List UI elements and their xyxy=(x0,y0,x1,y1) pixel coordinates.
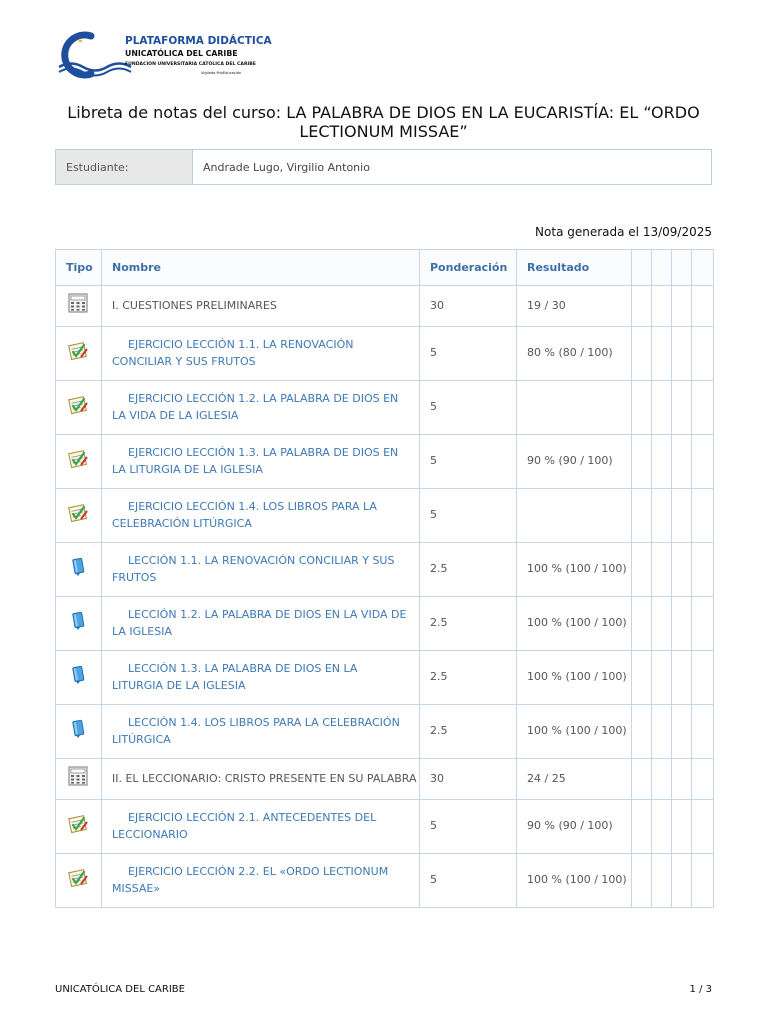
blank-cell xyxy=(692,489,714,543)
result-cell xyxy=(517,489,632,543)
result-cell xyxy=(517,381,632,435)
weight-cell: 5 xyxy=(420,435,517,489)
blank-cell xyxy=(652,854,672,908)
result-cell: 90 % (90 / 100) xyxy=(517,800,632,854)
logo-subtitle-text: FUNDACIÓN UNIVERSITARIA CATÓLICA DEL CARIBE xyxy=(125,62,256,67)
blank-cell xyxy=(652,800,672,854)
blank-cell xyxy=(672,800,692,854)
grade-item-link[interactable]: EJERCICIO LECCIÓN 1.2. LA PALABRA DE DIOS EN LA VIDA DE LA IGLESIA xyxy=(102,381,420,435)
weight-cell: 2.5 xyxy=(420,597,517,651)
blank-cell xyxy=(672,759,692,800)
blank-cell xyxy=(672,489,692,543)
student-name: Andrade Lugo, Virgilio Antonio xyxy=(203,160,370,174)
blank-cell xyxy=(672,705,692,759)
grade-item-row xyxy=(56,651,714,705)
blank-cell xyxy=(632,854,652,908)
col-result-header: Resultado xyxy=(517,250,632,286)
grades-table xyxy=(55,249,714,908)
weight-cell: 5 xyxy=(420,327,517,381)
blank-cell xyxy=(652,286,672,327)
result-cell: 24 / 25 xyxy=(517,759,632,800)
blank-cell xyxy=(692,854,714,908)
blank-cell xyxy=(632,759,652,800)
logo-name-text: UNICATÓLICA DEL CARIBE xyxy=(125,49,238,58)
logo-vigilada-text: Vigilada MinEducación xyxy=(201,71,242,75)
blank-cell xyxy=(672,286,692,327)
blank-cell xyxy=(692,327,714,381)
weight-cell: 2.5 xyxy=(420,543,517,597)
blank-cell xyxy=(632,651,652,705)
col-blank-header xyxy=(672,250,692,286)
page-title: Libreta de notas del curso: LA PALABRA DE DIOS EN LA EUCARISTÍA: EL “ORDO LECTIONUM MISSAE” xyxy=(67,103,700,141)
col-blank-header xyxy=(652,250,672,286)
grade-item-link[interactable]: LECCIÓN 1.3. LA PALABRA DE DIOS EN LA LITURGIA DE LA IGLESIA xyxy=(102,651,420,705)
grade-item-link[interactable]: EJERCICIO LECCIÓN 2.1. ANTECEDENTES DEL LECCIONARIO xyxy=(102,800,420,854)
lesson-book-icon xyxy=(56,705,102,759)
grade-item-row xyxy=(56,705,714,759)
blank-cell xyxy=(652,705,672,759)
assignment-icon xyxy=(56,435,102,489)
blank-cell xyxy=(632,381,652,435)
blank-cell xyxy=(672,381,692,435)
blank-cell xyxy=(692,759,714,800)
blank-cell xyxy=(632,705,652,759)
assignment-icon xyxy=(56,381,102,435)
blank-cell xyxy=(652,651,672,705)
grade-item-row xyxy=(56,381,714,435)
col-blank-header xyxy=(632,250,652,286)
result-cell: 100 % (100 / 100) xyxy=(517,597,632,651)
lesson-book-icon xyxy=(56,543,102,597)
blank-cell xyxy=(652,543,672,597)
grade-item-link[interactable]: LECCIÓN 1.2. LA PALABRA DE DIOS EN LA VIDA DE LA IGLESIA xyxy=(102,597,420,651)
assignment-icon xyxy=(56,489,102,543)
blank-cell xyxy=(632,543,652,597)
blank-cell xyxy=(632,489,652,543)
grade-item-link[interactable]: EJERCICIO LECCIÓN 1.3. LA PALABRA DE DIOS EN LA LITURGIA DE LA IGLESIA xyxy=(102,435,420,489)
assignment-icon xyxy=(56,800,102,854)
weight-cell: 5 xyxy=(420,489,517,543)
grade-item-link[interactable]: EJERCICIO LECCIÓN 1.1. LA RENOVACIÓN CONCILIAR Y SUS FRUTOS xyxy=(102,327,420,381)
blank-cell xyxy=(692,435,714,489)
grade-item-link[interactable]: EJERCICIO LECCIÓN 1.4. LOS LIBROS PARA LA CELEBRACIÓN LITÚRGICA xyxy=(102,489,420,543)
blank-cell xyxy=(652,381,672,435)
grade-item-row xyxy=(56,543,714,597)
blank-cell xyxy=(632,800,652,854)
institution-logo xyxy=(55,30,272,80)
result-cell: 90 % (90 / 100) xyxy=(517,435,632,489)
grade-item-link[interactable]: EJERCICIO LECCIÓN 2.2. EL «ORDO LECTIONUM MISSAE» xyxy=(102,854,420,908)
blank-cell xyxy=(672,435,692,489)
footer-institution: UNICATÓLICA DEL CARIBE xyxy=(55,984,185,995)
grade-item-row xyxy=(56,435,714,489)
weight-cell: 5 xyxy=(420,800,517,854)
logo-title-text: PLATAFORMA DIDÁCTICA xyxy=(125,35,272,47)
grade-item-row xyxy=(56,854,714,908)
assignment-icon xyxy=(56,327,102,381)
grade-item-row xyxy=(56,489,714,543)
lesson-book-icon xyxy=(56,597,102,651)
footer-page-number: 1 / 3 xyxy=(689,984,712,995)
result-cell: 100 % (100 / 100) xyxy=(517,651,632,705)
blank-cell xyxy=(692,286,714,327)
blank-cell xyxy=(672,327,692,381)
category-name: II. EL LECCIONARIO: CRISTO PRESENTE EN SU PALABRA xyxy=(102,759,420,800)
blank-cell xyxy=(652,435,672,489)
lesson-book-icon xyxy=(56,651,102,705)
result-cell: 100 % (100 / 100) xyxy=(517,543,632,597)
blank-cell xyxy=(652,489,672,543)
result-cell: 19 / 30 xyxy=(517,286,632,327)
result-cell: 100 % (100 / 100) xyxy=(517,705,632,759)
blank-cell xyxy=(692,597,714,651)
table-header-row xyxy=(56,250,714,286)
blank-cell xyxy=(692,381,714,435)
col-blank-header xyxy=(692,250,714,286)
student-info xyxy=(55,149,712,185)
col-weight-header: Ponderación xyxy=(420,250,517,286)
calculator-icon xyxy=(56,759,102,800)
weight-cell: 30 xyxy=(420,286,517,327)
blank-cell xyxy=(692,543,714,597)
weight-cell: 5 xyxy=(420,381,517,435)
blank-cell xyxy=(672,854,692,908)
result-cell: 100 % (100 / 100) xyxy=(517,854,632,908)
assignment-icon xyxy=(56,854,102,908)
category-name: I. CUESTIONES PRELIMINARES xyxy=(102,286,420,327)
result-cell: 80 % (80 / 100) xyxy=(517,327,632,381)
grade-item-link[interactable]: LECCIÓN 1.4. LOS LIBROS PARA LA CELEBRACIÓN LITÚRGICA xyxy=(102,705,420,759)
grade-item-row xyxy=(56,597,714,651)
weight-cell: 2.5 xyxy=(420,705,517,759)
blank-cell xyxy=(652,759,672,800)
blank-cell xyxy=(632,435,652,489)
category-row xyxy=(56,759,714,800)
grade-item-row xyxy=(56,327,714,381)
weight-cell: 5 xyxy=(420,854,517,908)
blank-cell xyxy=(672,543,692,597)
calculator-icon xyxy=(56,286,102,327)
blank-cell xyxy=(632,327,652,381)
blank-cell xyxy=(652,597,672,651)
student-label: Estudiante: xyxy=(56,150,193,184)
blank-cell xyxy=(692,800,714,854)
blank-cell xyxy=(692,651,714,705)
blank-cell xyxy=(632,597,652,651)
col-type-header: Tipo xyxy=(56,250,102,286)
blank-cell xyxy=(672,597,692,651)
grade-item-link[interactable]: LECCIÓN 1.1. LA RENOVACIÓN CONCILIAR Y SUS FRUTOS xyxy=(102,543,420,597)
blank-cell xyxy=(692,705,714,759)
grade-item-row xyxy=(56,800,714,854)
blank-cell xyxy=(652,327,672,381)
weight-cell: 30 xyxy=(420,759,517,800)
generated-date: Nota generada el 13/09/2025 xyxy=(535,225,712,239)
category-row xyxy=(56,286,714,327)
blank-cell xyxy=(632,286,652,327)
blank-cell xyxy=(672,651,692,705)
col-name-header: Nombre xyxy=(102,250,420,286)
weight-cell: 2.5 xyxy=(420,651,517,705)
grades-table-body xyxy=(56,286,714,908)
